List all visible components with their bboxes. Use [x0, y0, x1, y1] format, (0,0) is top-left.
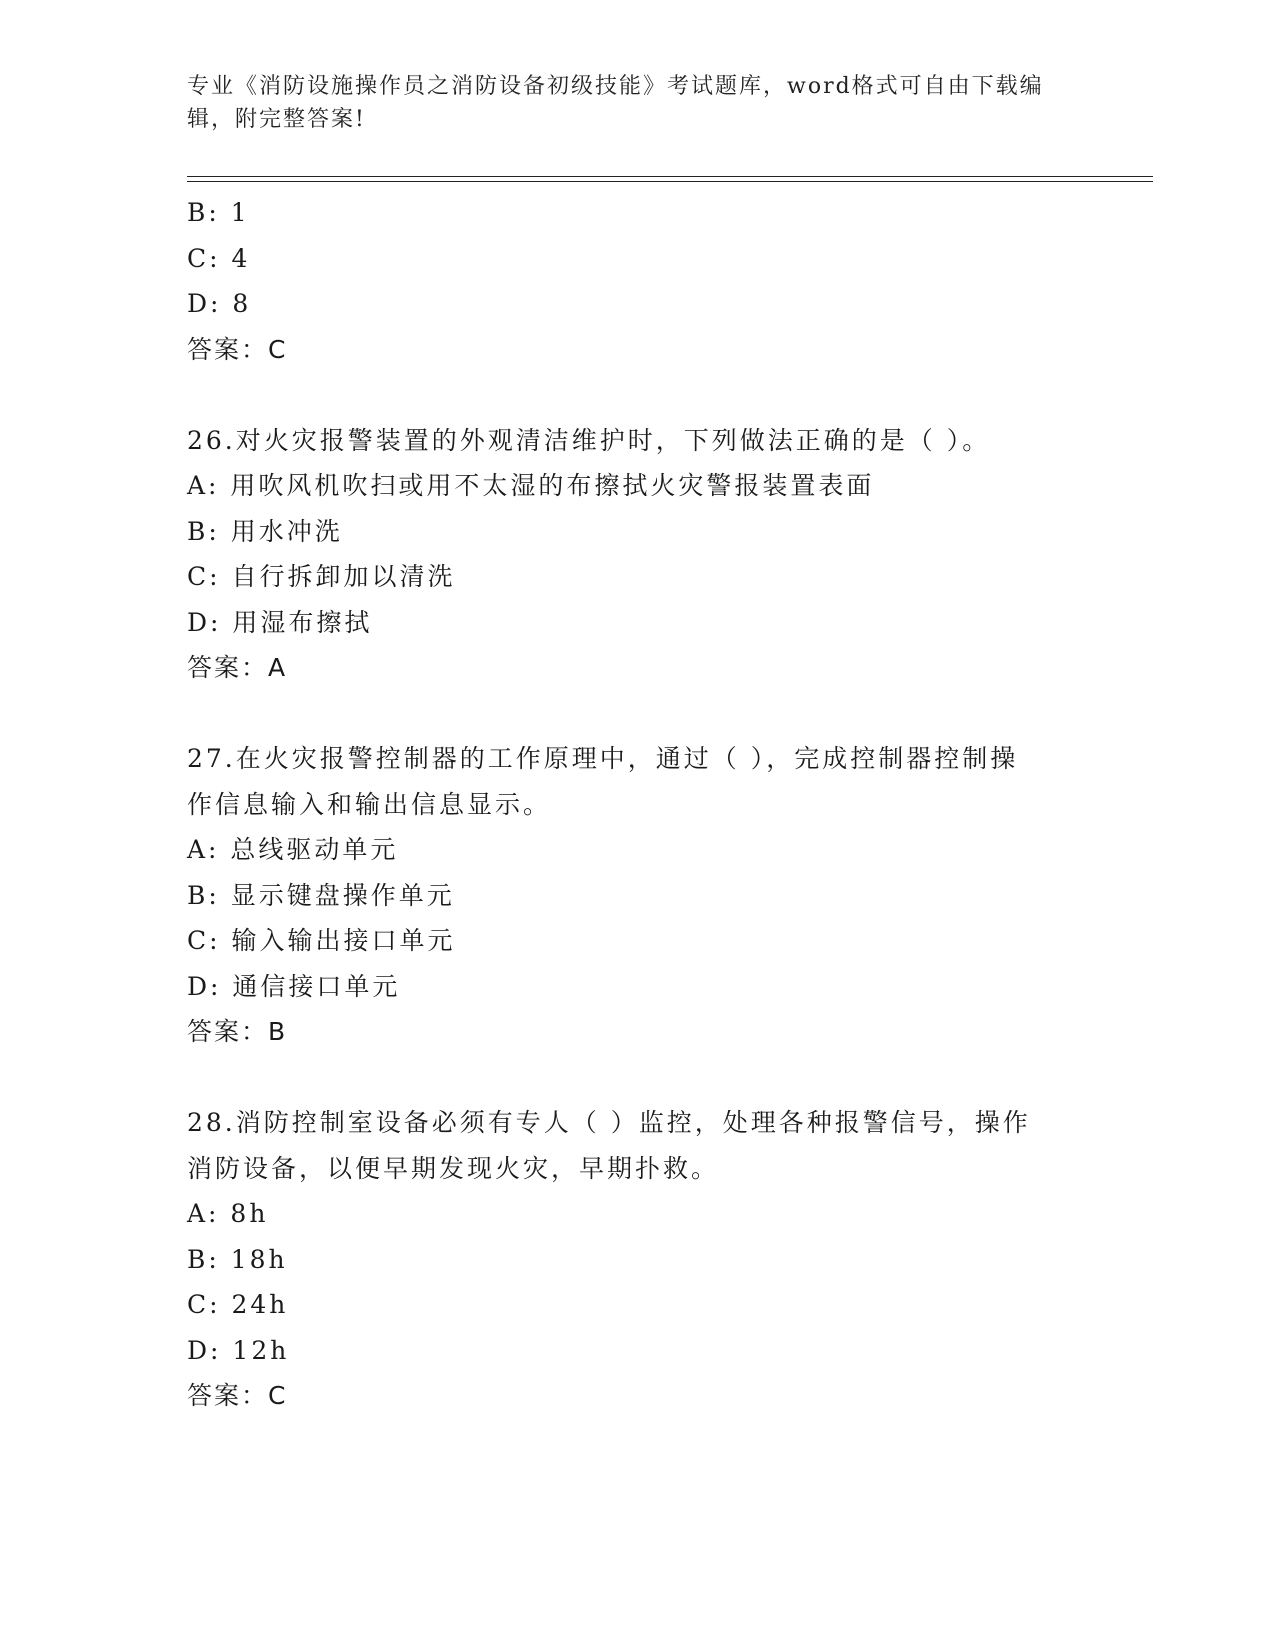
option-d: D: 通信接口单元 — [187, 971, 401, 1001]
option-d: D: 8 — [187, 289, 252, 318]
option-c: C: 输入输出接口单元 — [187, 926, 456, 955]
option-c: C: 4 — [187, 243, 251, 273]
question-text: 28.消防控制室设备必须有专人（ ）监控，处理各种报警信号，操作 — [187, 1108, 1031, 1137]
question-block-partial — [187, 190, 1127, 373]
option-b: B: 1 — [187, 198, 250, 227]
option-b: B: 显示键盘操作单元 — [187, 880, 455, 910]
option-b: B: 18h — [187, 1244, 288, 1274]
option-a: A: 总线驱动单元 — [187, 835, 399, 864]
spacer — [187, 691, 1127, 736]
question-list — [187, 190, 1127, 1419]
header-text: 专业《消防设施操作员之消防设备初级技能》考试题库，word格式可自由下载编辑，附完整答案! — [187, 74, 1044, 132]
question-text: 26.对火灾报警装置的外观清洁维护时，下列做法正确的是（ ）。 — [187, 425, 991, 455]
answer-line: 答案：C — [187, 334, 288, 364]
question-block-28 — [187, 1100, 1127, 1419]
spacer — [187, 1055, 1127, 1100]
header-divider-bottom — [187, 181, 1153, 182]
question-block-27 — [187, 736, 1127, 1055]
question-text-continued: 作信息输入和输出信息显示。 — [187, 789, 552, 819]
answer-line: 答案：B — [187, 1017, 288, 1046]
option-a: A: 用吹风机吹扫或用不太湿的布擦拭火灾警报装置表面 — [187, 471, 875, 500]
question-text-continued: 消防设备，以便早期发现火灾，早期扑救。 — [187, 1153, 720, 1183]
option-d: D: 用湿布擦拭 — [187, 607, 373, 637]
answer-line: 答案：C — [187, 1381, 288, 1410]
question-text: 27.在火灾报警控制器的工作原理中，通过（ ），完成控制器控制操 — [187, 744, 1019, 773]
option-c: C: 24h — [187, 1290, 289, 1319]
option-b: B: 用水冲洗 — [187, 516, 343, 546]
header-divider-top — [187, 176, 1153, 177]
option-d: D: 12h — [187, 1335, 290, 1365]
question-block-26 — [187, 418, 1127, 692]
spacer — [187, 373, 1127, 418]
option-c: C: 自行拆卸加以清洗 — [187, 562, 456, 591]
option-a: A: 8h — [187, 1199, 269, 1228]
document-header — [187, 70, 1087, 136]
answer-line: 答案：A — [187, 653, 288, 682]
